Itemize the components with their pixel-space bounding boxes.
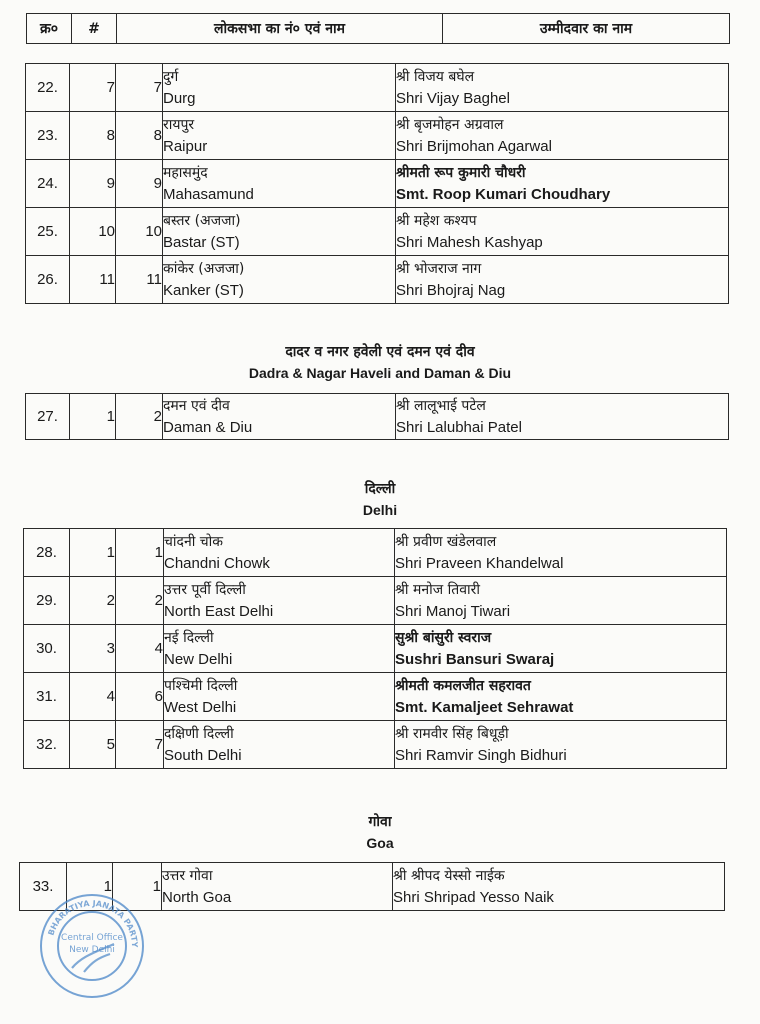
constituency-en: North Goa [162, 888, 232, 906]
row-sr: 23. [26, 112, 70, 160]
header-candidate: उम्मीदवार का नाम [443, 14, 730, 44]
table-row [26, 64, 729, 112]
constituency-en: New Delhi [164, 650, 233, 668]
candidate-en: Shri Mahesh Kashyap [396, 233, 543, 251]
row-n2: 11 [116, 256, 163, 304]
header-table [26, 13, 730, 44]
stamp-ring-text: BHARATIYA JANATA PARTY [46, 898, 140, 948]
candidate-hi: श्रीमती रूप कुमारी चौधरी [396, 164, 526, 181]
row-n2: 7 [116, 64, 163, 112]
row-n1: 1 [67, 863, 113, 911]
candidate-en: Shri Bhojraj Nag [396, 281, 506, 299]
candidate-hi: श्री लालूभाई पटेल [396, 397, 486, 414]
row-n2: 9 [116, 160, 163, 208]
table-row [24, 529, 727, 577]
table-row [26, 160, 729, 208]
office-stamp [38, 892, 146, 1000]
row-sr: 22. [26, 64, 70, 112]
constituency-hi: चांदनी चोक [164, 533, 224, 550]
table-row [26, 208, 729, 256]
table-row [24, 625, 727, 673]
stamp-seal-icon [38, 892, 146, 1000]
row-n1: 1 [70, 394, 116, 440]
table-row [26, 394, 729, 440]
constituency-hi: नई दिल्ली [164, 629, 214, 646]
candidate-hi: श्री विजय बघेल [396, 68, 475, 85]
constituency-en: Kanker (ST) [163, 281, 244, 299]
constituency-hi: दक्षिणी दिल्ली [164, 725, 234, 742]
header-hash: # [72, 14, 117, 44]
constituency-en: Durg [163, 89, 196, 107]
row-n2: 2 [116, 394, 163, 440]
row-sr: 32. [24, 721, 70, 769]
table-row [24, 673, 727, 721]
candidate-en: Shri Vijay Baghel [396, 89, 510, 107]
row-n2: 4 [116, 625, 164, 673]
candidate-hi: श्री श्रीपद येस्सो नाईक [393, 867, 505, 884]
table-row [26, 112, 729, 160]
row-n2: 8 [116, 112, 163, 160]
section-title-en: Dadra & Nagar Haveli and Daman & Diu [248, 365, 512, 381]
row-n1: 1 [70, 529, 116, 577]
row-n1: 8 [70, 112, 116, 160]
stamp-line1: Central Office [61, 933, 123, 943]
row-n1: 2 [70, 577, 116, 625]
candidate-en: Smt. Roop Kumari Choudhary [396, 185, 611, 203]
constituency-hi: दमन एवं दीव [163, 397, 230, 414]
constituency-en: Chandni Chowk [164, 554, 270, 572]
candidate-hi: श्री महेश कश्यप [396, 212, 477, 229]
row-n2: 7 [116, 721, 164, 769]
stamp-line2: New Delhi [69, 945, 115, 955]
candidate-hi: श्री प्रवीण खंडेलवाल [395, 533, 497, 550]
row-n1: 10 [70, 208, 116, 256]
candidate-en: Shri Brijmohan Agarwal [396, 137, 552, 155]
row-sr: 28. [24, 529, 70, 577]
candidate-en: Shri Manoj Tiwari [395, 602, 511, 620]
constituency-en: Mahasamund [163, 185, 254, 203]
row-sr: 33. [20, 863, 67, 911]
table-row [24, 721, 727, 769]
table-dnh [25, 393, 729, 440]
row-sr: 29. [24, 577, 70, 625]
section-title-hi: दिल्ली [364, 481, 396, 497]
constituency-hi: महासमुंद [163, 164, 208, 181]
candidate-en: Smt. Kamaljeet Sehrawat [395, 698, 574, 716]
constituency-hi: उत्तर पूर्वी दिल्ली [164, 581, 246, 598]
row-n2: 10 [116, 208, 163, 256]
row-n1: 11 [70, 256, 116, 304]
constituency-en: Bastar (ST) [163, 233, 240, 251]
candidate-hi: सुश्री बांसुरी स्वराज [395, 629, 492, 646]
row-sr: 27. [26, 394, 70, 440]
section-heading-goa [0, 812, 760, 851]
row-n1: 5 [70, 721, 116, 769]
section-title-en: Delhi [362, 502, 398, 518]
table-chhattisgarh [25, 63, 729, 304]
row-sr: 30. [24, 625, 70, 673]
constituency-hi: पश्चिमी दिल्ली [164, 677, 238, 694]
constituency-en: South Delhi [164, 746, 242, 764]
table-row [24, 577, 727, 625]
row-n2: 2 [116, 577, 164, 625]
constituency-hi: कांकेर (अजजा) [163, 260, 245, 277]
candidate-hi: श्री बृजमोहन अग्रवाल [396, 116, 504, 133]
constituency-hi: उत्तर गोवा [162, 867, 213, 884]
row-n2: 6 [116, 673, 164, 721]
row-sr: 26. [26, 256, 70, 304]
candidate-en: Shri Praveen Khandelwal [395, 554, 564, 572]
candidate-hi: श्री भोजराज नाग [396, 260, 482, 277]
constituency-en: West Delhi [164, 698, 237, 716]
section-title-hi: गोवा [368, 814, 392, 830]
candidate-en: Shri Lalubhai Patel [396, 418, 522, 436]
constituency-en: North East Delhi [164, 602, 274, 620]
section-title-hi: दादर व नगर हवेली एवं दमन एवं दीव [285, 344, 475, 360]
row-n2: 1 [116, 529, 164, 577]
candidate-hi: श्री रामवीर सिंह बिधूड़ी [395, 725, 509, 742]
constituency-hi: रायपुर [163, 116, 195, 133]
row-sr: 24. [26, 160, 70, 208]
section-title-en: Goa [366, 835, 394, 851]
row-n2: 1 [113, 863, 162, 911]
row-n1: 9 [70, 160, 116, 208]
constituency-hi: बस्तर (अजजा) [163, 212, 241, 229]
header-constituency: लोकसभा का नं० एवं नाम [117, 14, 443, 44]
row-n1: 4 [70, 673, 116, 721]
candidate-en: Shri Ramvir Singh Bidhuri [395, 746, 567, 764]
section-heading-dnh [0, 342, 760, 381]
header-sr: क्र० [27, 14, 72, 44]
row-n1: 7 [70, 64, 116, 112]
section-heading-delhi [0, 479, 760, 518]
candidate-en: Sushri Bansuri Swaraj [395, 650, 555, 668]
constituency-en: Raipur [163, 137, 208, 155]
constituency-en: Daman & Diu [163, 418, 253, 436]
candidate-hi: श्रीमती कमलजीत सहरावत [395, 677, 531, 694]
row-sr: 25. [26, 208, 70, 256]
candidate-en: Shri Shripad Yesso Naik [393, 888, 554, 906]
constituency-hi: दुर्ग [163, 68, 179, 85]
table-delhi [23, 528, 727, 769]
table-row [26, 256, 729, 304]
row-sr: 31. [24, 673, 70, 721]
row-n1: 3 [70, 625, 116, 673]
candidate-hi: श्री मनोज तिवारी [395, 581, 480, 598]
